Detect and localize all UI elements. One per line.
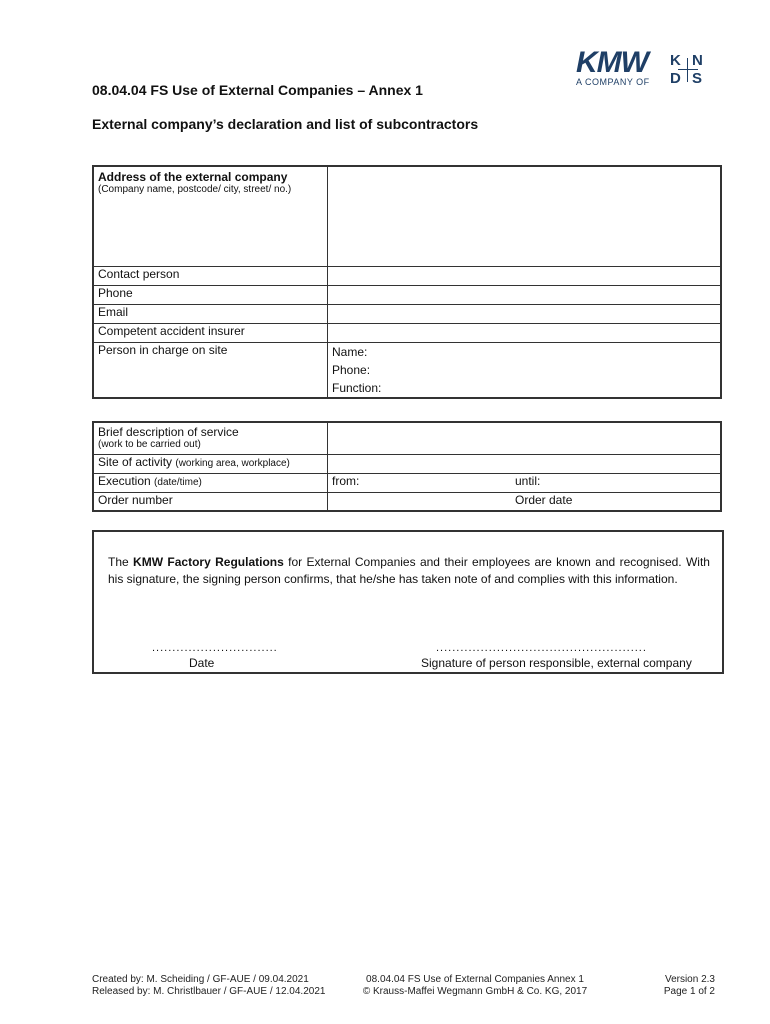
document-title: 08.04.04 FS Use of External Companies – Annex 1 xyxy=(92,82,423,98)
contact-person-label: Contact person xyxy=(93,266,328,285)
signature-line[interactable]: .................................................... xyxy=(436,642,647,654)
address-hint: (Company name, postcode/ city, street/ no.) xyxy=(98,184,292,195)
phone-field[interactable] xyxy=(328,285,722,304)
footer-authors xyxy=(92,974,325,998)
order-number-label: Order number xyxy=(93,492,328,511)
footer-page: Page 1 of 2 xyxy=(663,986,715,997)
execution-until-field[interactable] xyxy=(511,473,721,492)
pic-name-label: Name: xyxy=(332,344,368,359)
address-label-cell xyxy=(93,166,328,266)
email-field[interactable] xyxy=(328,304,722,323)
date-signature-line[interactable]: ............................... xyxy=(152,642,278,654)
footer-created: Created by: M. Scheiding / GF-AUE / 09.04.2021 xyxy=(92,974,309,985)
person-in-charge-label: Person in charge on site xyxy=(93,342,328,398)
knds-letter-s: S xyxy=(692,70,703,87)
kmw-logo-subtext: A COMPANY OF xyxy=(576,77,650,87)
execution-label: Execution xyxy=(98,473,151,488)
pic-function-label: Function: xyxy=(332,380,382,395)
knds-letter-d: D xyxy=(670,70,681,87)
site-field[interactable] xyxy=(328,454,722,473)
execution-label-cell xyxy=(93,473,328,492)
document-subtitle: External company’s declaration and list of subcontractors xyxy=(92,116,479,132)
execution-from-field[interactable] xyxy=(328,473,512,492)
contact-person-field[interactable] xyxy=(328,266,722,285)
declaration-text-pre: The xyxy=(108,555,134,569)
address-label: Address of the external company xyxy=(98,170,288,184)
kmw-logo: KMW xyxy=(576,46,648,79)
footer-version: Version 2.3 xyxy=(664,974,715,985)
person-in-charge-field[interactable] xyxy=(328,342,722,398)
service-field[interactable] xyxy=(328,422,722,454)
declaration-box xyxy=(92,530,724,674)
execution-hint: (date/time) xyxy=(154,476,202,488)
kmw-regulations-label: KMW Factory Regulations xyxy=(133,555,284,569)
footer-released: Released by: M. Christlbauer / GF-AUE / 12.04.2021 xyxy=(92,986,326,997)
until-label: until: xyxy=(515,473,541,488)
knds-letter-k: K xyxy=(670,52,681,69)
declaration-text xyxy=(108,554,710,588)
order-number-field[interactable] xyxy=(328,492,512,511)
pic-phone-label: Phone: xyxy=(332,362,371,377)
footer-doc-name: 08.04.04 FS Use of External Companies Annex 1 xyxy=(366,974,584,985)
footer-doc-info xyxy=(350,974,600,998)
footer-copyright: © Krauss-Maffei Wegmann GmbH & Co. KG, 2017 xyxy=(362,986,588,997)
service-label: Brief description of service xyxy=(98,425,239,439)
site-label-cell xyxy=(93,454,328,473)
company-details-table xyxy=(92,165,722,399)
email-label: Email xyxy=(93,304,328,323)
date-label: Date xyxy=(189,656,215,670)
site-hint: (working area, workplace) xyxy=(175,457,290,469)
knds-letter-n: N xyxy=(692,52,703,69)
phone-label: Phone xyxy=(93,285,328,304)
service-hint: (work to be carried out) xyxy=(98,439,201,450)
insurer-field[interactable] xyxy=(328,323,722,342)
signature-label: Signature of person responsible, external company xyxy=(421,656,692,670)
site-label: Site of activity xyxy=(98,454,173,469)
service-details-table xyxy=(92,421,722,512)
address-field[interactable] xyxy=(328,166,722,266)
service-label-cell xyxy=(93,422,328,454)
footer-version-info xyxy=(640,974,715,998)
from-label: from: xyxy=(332,473,360,488)
declaration-text-post: for External Companies and their employees are known and recognised. With his signature, the signing person confirms, that he/she has taken note of and complies with this information. xyxy=(108,555,710,586)
knds-logo xyxy=(670,52,710,92)
insurer-label: Competent accident insurer xyxy=(93,323,328,342)
order-date-field[interactable] xyxy=(511,492,721,511)
order-date-label: Order date xyxy=(515,492,573,507)
